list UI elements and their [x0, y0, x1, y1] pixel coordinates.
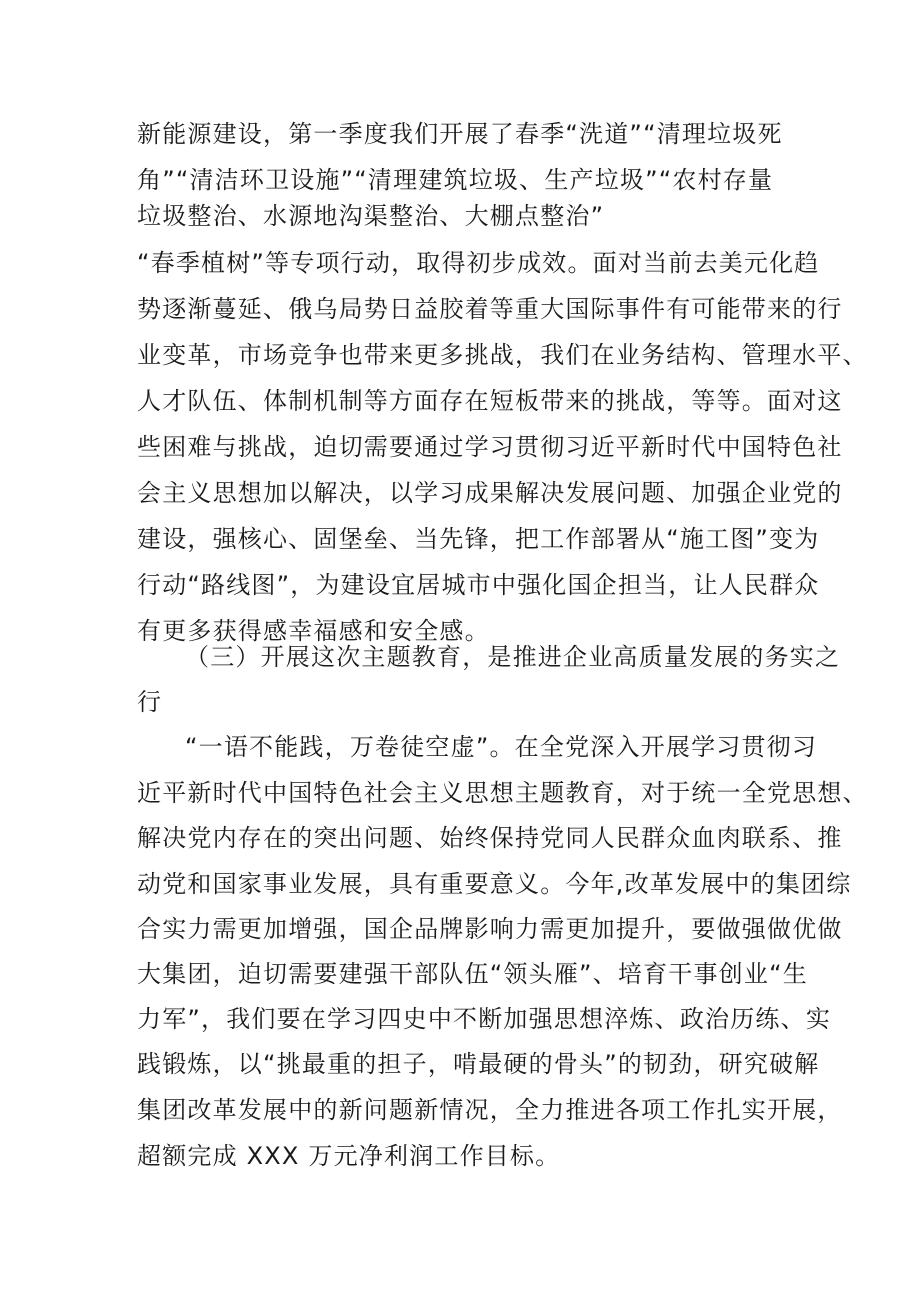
text-line: 人才队伍、体制机制等方面存在短板带来的挑战，等等。面对这 — [137, 387, 843, 415]
text-line: 些困难与挑战，迫切需要通过学习贯彻习近平新时代中国特色社 — [137, 433, 843, 461]
text-line: 行动“路线图”，为建设宜居城市中强化国企担当，让人民群众 — [137, 571, 820, 599]
heading-line: 行 — [137, 688, 163, 716]
text-line: 势逐渐蔓延、俄乌局势日益胶着等重大国际事件有可能带来的行 — [137, 295, 843, 323]
text-line: 角”“清洁环卫设施”“清理建筑垃圾、生产垃圾”“农村存量 — [137, 166, 774, 194]
text-line: “一语不能践，万卷徒空虚”。在全党深入开展学习贯彻习 — [185, 733, 818, 761]
heading-line: （三）开展这次主题教育，是推进企业高质量发展的务实之 — [185, 643, 841, 671]
text-line: “春季植树”等专项行动，取得初步成效。面对当前去美元化趋 — [137, 249, 820, 277]
text-line: 动党和国家事业发展，具有重要意义。今年,改革发展中的集团综 — [137, 870, 852, 898]
text-line: 建设，强核心、固堡垒、当先锋，把工作部署从“施工图”变为 — [137, 525, 820, 553]
text-line: 近平新时代中国特色社会主义思想主题教育，对于统一全党思想、 — [137, 779, 868, 807]
text-line: 垃圾整治、水源地沟渠整治、大棚点整治” — [137, 202, 605, 230]
text-line: 超额完成 XXX 万元净利润工作目标。 — [137, 1142, 561, 1170]
text-line: 践锻炼，以“挑最重的担子，啃最硬的骨头”的韧劲，研究破解 — [137, 1050, 820, 1078]
text-line: 新能源建设，第一季度我们开展了春季“洗道”“清理垃圾死 — [137, 120, 783, 148]
text-line: 合实力需更加增强，国企品牌影响力需更加提升，要做强做优做 — [137, 915, 843, 943]
text-line: 业变革，市场竞争也带来更多挑战，我们在业务结构、管理水平、 — [137, 341, 868, 369]
text-line: 力军”，我们要在学习四史中不断加强思想淬炼、政治历练、实 — [137, 1005, 832, 1033]
text-line: 大集团，迫切需要建强干部队伍“领头雁”、培育干事创业“生 — [137, 960, 808, 988]
text-line: 有更多获得感幸福感和安全感。 — [137, 617, 490, 645]
text-line: 解决党内存在的突出问题、始终保持党同人民群众血肉联系、推 — [137, 824, 843, 852]
text-line: 集团改革发展中的新问题新情况，全力推进各项工作扎实开展， — [137, 1096, 843, 1124]
text-line: 会主义思想加以解决，以学习成果解决发展问题、加强企业党的 — [137, 479, 843, 507]
